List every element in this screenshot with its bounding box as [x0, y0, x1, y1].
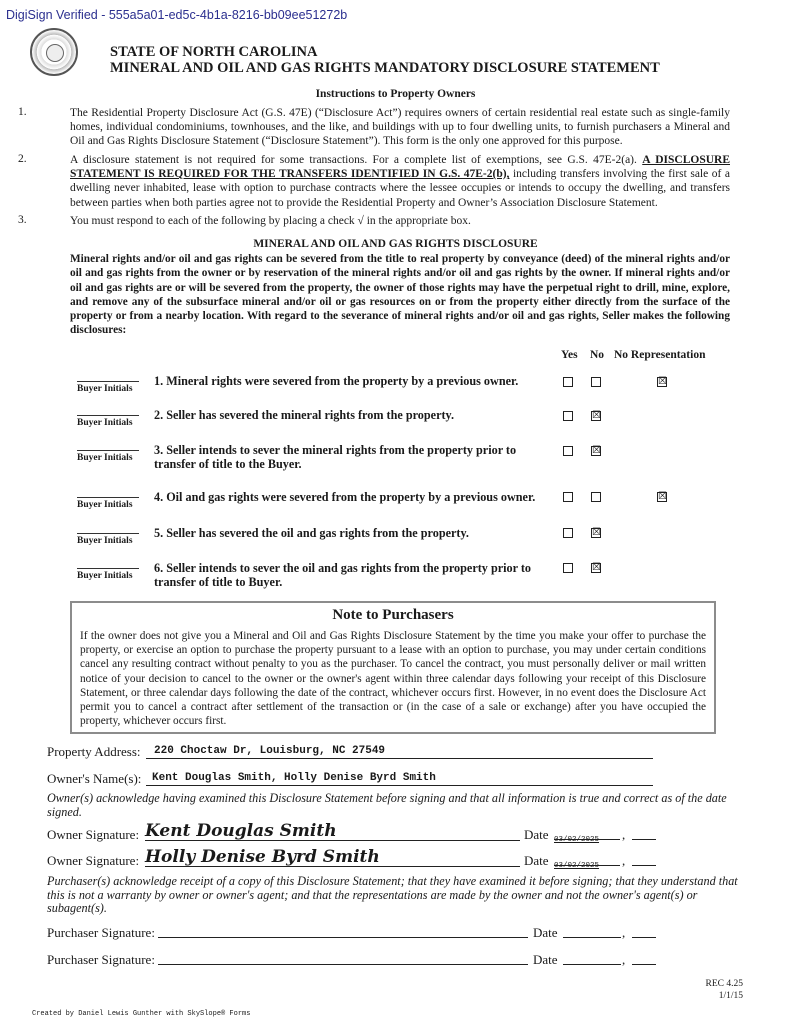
no-checkbox[interactable] [591, 377, 601, 387]
form-code: REC 4.25 [705, 979, 743, 989]
disclosure-paragraph: Mineral rights and/or oil and gas rights can be severed from the title to real property by conveyance (deed) of the mineral rights and/or oil and gas rights from the owner or by reservation of the mineral rights and/or oil and gas rights by the owner. If mineral rights and/or oil and gas rights are or will be severed from the property, the owner of those rights may have the perpetual right to drill, mine, explore, and remove any of the subsurface mineral and/or oil or gas resources on or from the property either directly from the surface of the property or from a nearby location. With regard to the severance of mineral rights and/or oil and gas rights, Seller makes the following disclosures: [70, 253, 730, 337]
disclosure-heading: MINERAL AND OIL AND GAS RIGHTS DISCLOSURE [253, 238, 538, 250]
purchaser-date-2-field[interactable] [563, 952, 621, 965]
buyer-initials-line[interactable] [77, 381, 139, 382]
comma: , [622, 853, 626, 868]
yes-checkbox[interactable] [563, 492, 573, 502]
question-text: 4. Oil and gas rights were severed from the property by a previous owner. [154, 490, 536, 504]
purchaser-signature-2[interactable] [158, 952, 528, 965]
buyer-initials-line[interactable] [77, 415, 139, 416]
owner-date-2-field[interactable]: 03/02/2025 [554, 854, 620, 866]
question-text: 6. Seller intends to sever the oil and gas rights from the property prior to transfer of title to Buyer. [154, 561, 532, 589]
instruction-2: A disclosure statement is not required for some transactions. For a complete list of exemptions, see G.S. 47E-2(a). A DISCLOSURE STATEMENT IS REQUIRED FOR THE TRANSFERS IDENTIFIED IN G.S. 47E-2(b), including transfers involving the first sale of a dwelling never inhabited, lease with option to purchase contracts where the lessee occupies or intends to occupy the dwelling, and transfers between parties when both parties agree not to provide the Residential Property and Owner’s Association Disclosure Statement. [70, 154, 730, 209]
form-version-date: 1/1/15 [718, 991, 743, 1001]
no-checkbox[interactable]: ☒ [592, 445, 601, 456]
yes-checkbox[interactable] [563, 528, 573, 538]
buyer-initials-line[interactable] [77, 568, 139, 569]
purchaser-signature-1[interactable] [158, 925, 528, 938]
question-text: 5. Seller has severed the oil and gas rights from the property. [154, 526, 469, 540]
state-title: STATE OF NORTH CAROLINA [110, 44, 318, 60]
buyer-initials-label: Buyer Initials [77, 536, 133, 546]
purchaser-year-2-field[interactable] [632, 952, 656, 965]
instruction-number: 1. [18, 106, 27, 118]
purchaser-date-1-field[interactable] [563, 925, 621, 938]
comma: , [622, 925, 626, 940]
purchaser-acknowledgement: Purchaser(s) acknowledge receipt of a copy of this Disclosure Statement; that they have examined it before signing; that they understand that this is not a warranty by owner or owner's agent; and that the representations are made by the owner and not the owner's agent(s) or subagent(s). [47, 874, 738, 915]
no-checkbox[interactable]: ☒ [592, 562, 601, 573]
column-yes: Yes [561, 349, 578, 361]
column-no: No [590, 349, 605, 361]
buyer-initials-line[interactable] [77, 533, 139, 534]
note-text: If the owner does not give you a Mineral and Oil and Gas Rights Disclosure Statement by the time you make your offer to purchase the property, or exercise an option to purchase the property pursuant to a lease with an option to purchase, you may under certain conditions cancel any resulting contract without penalty to you as the purchaser. To cancel the contract, you must personally deliver or mail written notice of your decision to cancel to the owner or the owner's agent within three calendar days following your receipt of this Disclosure Statement, or three calendar days following the date of the contract, whichever occurs first. However, in no event does the Disclosure Act permit you to cancel a contract after settlement of the transaction or (in the case of a sale or exchange) after you have occupied the property, whichever occurs first. [80, 630, 706, 728]
buyer-initials-label: Buyer Initials [77, 571, 133, 581]
owner-acknowledgement: Owner(s) acknowledge having examined this Disclosure Statement before signing and that all information is true and correct as of the date signed. [47, 791, 727, 819]
owner-signature-label: Owner Signature: [47, 853, 140, 868]
owner-signature-2[interactable]: Holly Denise Byrd Smith [145, 847, 520, 867]
yes-checkbox[interactable] [563, 411, 573, 421]
instructions-heading: Instructions to Property Owners [315, 88, 476, 100]
yes-checkbox[interactable] [563, 446, 573, 456]
no-checkbox[interactable] [591, 492, 601, 502]
no-representation-checkbox[interactable]: ☒ [658, 376, 667, 387]
created-by-footer: Created by Daniel Lewis Gunther with SkySlope® Forms [32, 1010, 251, 1018]
owner-date-1-field[interactable]: 03/02/2025 [554, 828, 620, 840]
no-checkbox[interactable]: ☒ [592, 410, 601, 421]
date-label: Date [533, 925, 558, 940]
column-no-representation: No Representation [614, 349, 706, 361]
nc-seal-icon [30, 28, 78, 76]
instruction-number: 3. [18, 214, 27, 226]
date-label: Date [524, 853, 549, 868]
date-label: Date [533, 952, 558, 967]
date-label: Date [524, 827, 549, 842]
buyer-initials-label: Buyer Initials [77, 453, 133, 463]
property-address-field[interactable]: 220 Choctaw Dr, Louisburg, NC 27549 [146, 745, 653, 759]
owner-signature-1[interactable]: Kent Douglas Smith [145, 821, 520, 841]
comma: , [622, 827, 626, 842]
form-title: MINERAL AND OIL AND GAS RIGHTS MANDATORY DISCLOSURE STATEMENT [110, 60, 660, 76]
purchaser-signature-label: Purchaser Signature: [47, 952, 155, 967]
disclosure-required-emphasis: A DISCLOSURE STATEMENT IS REQUIRED FOR THE TRANSFERS IDENTIFIED IN G.S. 47E-2(b), [70, 154, 730, 181]
note-to-purchasers-box [70, 601, 716, 734]
property-address-label: Property Address: [47, 744, 141, 759]
no-checkbox[interactable]: ☒ [592, 527, 601, 538]
note-heading: Note to Purchasers [332, 607, 454, 623]
question-text: 3. Seller intends to sever the mineral rights from the property prior to transfer of title to the Buyer. [154, 443, 517, 471]
purchaser-signature-label: Purchaser Signature: [47, 925, 155, 940]
instruction-number: 2. [18, 153, 27, 165]
question-text: 2. Seller has severed the mineral rights from the property. [154, 408, 455, 422]
comma: , [622, 952, 626, 967]
yes-checkbox[interactable] [563, 563, 573, 573]
buyer-initials-label: Buyer Initials [77, 384, 133, 394]
buyer-initials-label: Buyer Initials [77, 418, 133, 428]
owner-names-field[interactable]: Kent Douglas Smith, Holly Denise Byrd Smith [146, 772, 653, 786]
buyer-initials-label: Buyer Initials [77, 500, 133, 510]
digisign-verified-banner: DigiSign Verified - 555a5a01-ed5c-4b1a-8216-bb09ee51272b [6, 8, 348, 22]
owner-signature-label: Owner Signature: [47, 827, 140, 842]
no-representation-checkbox[interactable]: ☒ [658, 491, 667, 502]
purchaser-year-1-field[interactable] [632, 925, 656, 938]
question-text: 1. Mineral rights were severed from the property by a previous owner. [154, 374, 519, 388]
instruction-1: The Residential Property Disclosure Act (G.S. 47E) (“Disclosure Act”) requires owners of certain residential real estate such as single-family homes, individual condominiums, townhouses, and the like, and buildings with up to four dwelling units, to furnish purchasers a Mineral and Oil and Gas Rights Disclosure Statement (“Disclosure Statement”). This form is the only one approved for this purpose. [70, 107, 730, 148]
owner-year-2-field[interactable] [632, 854, 656, 866]
owner-names-label: Owner's Name(s): [47, 771, 142, 786]
buyer-initials-line[interactable] [77, 450, 139, 451]
buyer-initials-line[interactable] [77, 497, 139, 498]
instruction-3: You must respond to each of the following by placing a check √ in the appropriate box. [70, 215, 471, 227]
yes-checkbox[interactable] [563, 377, 573, 387]
owner-year-1-field[interactable] [632, 828, 656, 840]
